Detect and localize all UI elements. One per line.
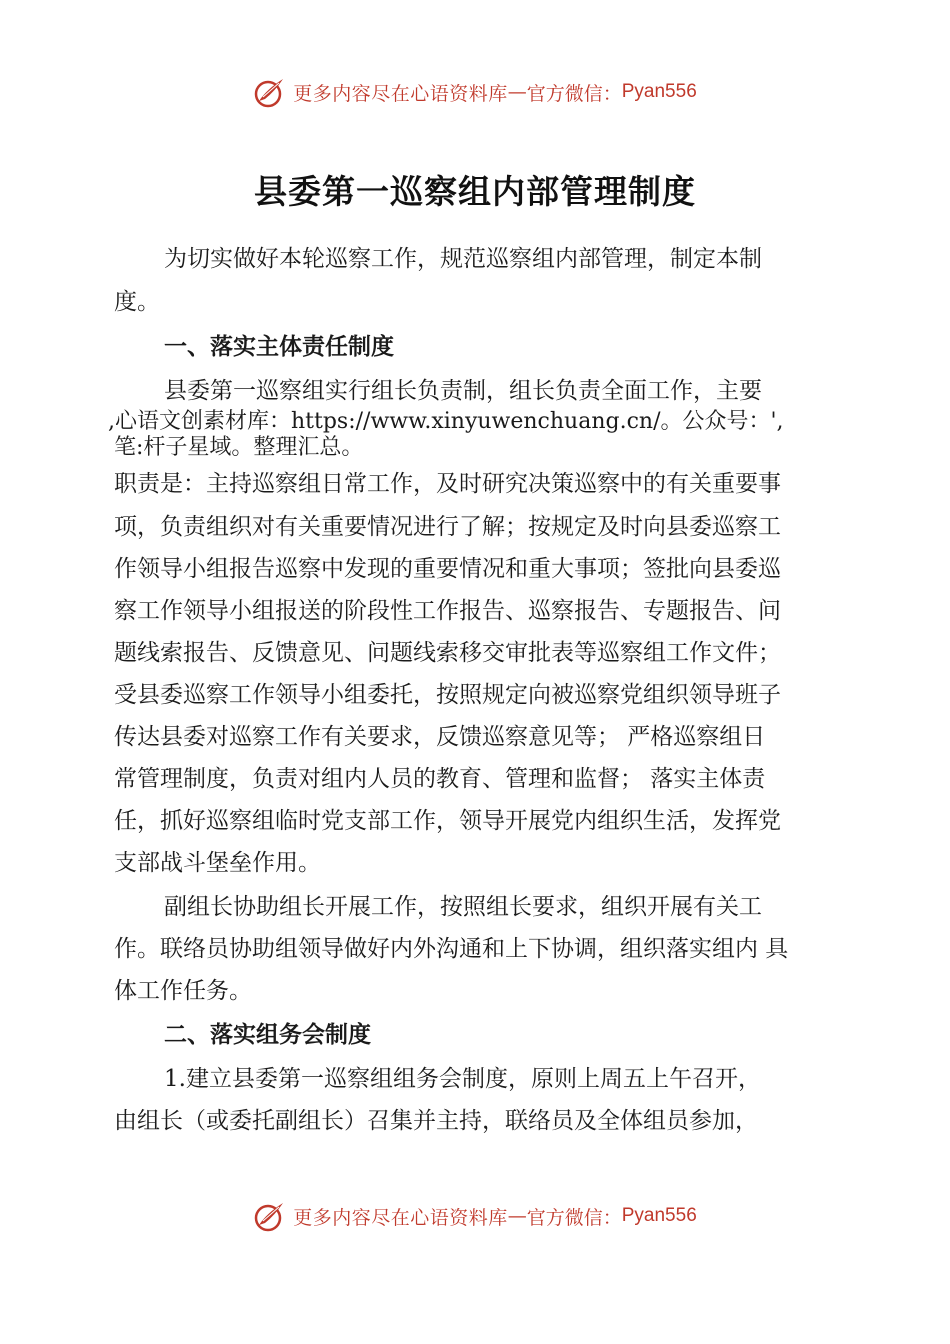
section-heading: 二、落实组务会制度 <box>164 1022 371 1048</box>
quill-logo-icon <box>253 75 287 109</box>
paragraph-line: 项，负责组织对有关重要情况进行了解；按规定及时向县委巡察工 <box>114 514 781 540</box>
paragraph-line: 常管理制度，负责对组内人员的教育、管理和监督； 落实主体责 <box>114 766 766 792</box>
paragraph-line: 作领导小组报告巡察中发现的重要情况和重大事项；签批向县委巡 <box>114 556 781 582</box>
banner-separator: — <box>507 1205 527 1227</box>
paragraph-line: 副组长协助组长开展工作，按照组长要求，组织开展有关工 <box>164 894 762 920</box>
paragraph-line: 县委第一巡察组实行组长负责制，组长负责全面工作，主要 <box>164 378 762 404</box>
paragraph-line: 支部战斗堡垒作用。 <box>114 850 321 876</box>
paragraph-line: 任，抓好巡察组临时党支部工作，领导开展党内组织生活，发挥党 <box>114 808 781 834</box>
banner-wechat-label: 官方微信： <box>526 82 622 105</box>
banner-wechat-id: Pyan556 <box>621 81 697 102</box>
paragraph-line: 由组长（或委托副组长）召集并主持，联络员及全体组员参加， <box>114 1108 758 1134</box>
paragraph-line: 1.建立县委第一巡察组组务会制度，原则上周五上午召开， <box>164 1066 761 1092</box>
paragraph-line: 作。联络员协助组领导做好内外沟通和上下协调，组织落实组内 具 <box>114 936 789 962</box>
banner-wechat-id: Pyan556 <box>621 1205 697 1226</box>
paragraph-line: 察工作领导小组报送的阶段性工作报告、巡察报告、专题报告、问 <box>114 598 781 624</box>
header-banner <box>0 72 950 112</box>
section-heading: 一、落实主体责任制度 <box>164 334 394 360</box>
paragraph-line: 传达县委对巡察工作有关要求，反馈巡察意见等； 严格巡察组日 <box>114 724 766 750</box>
banner-separator: — <box>507 81 527 103</box>
banner-site-text: 更多内容尽在心语资料库 <box>293 82 508 105</box>
footer-banner <box>0 1196 950 1236</box>
banner-wechat-label: 官方微信： <box>526 1206 622 1229</box>
watermark-note-line: ,心语文创素材库：https://www.xinyuwenchuang.cn/。公众号：', <box>108 409 784 434</box>
paragraph-line: 体工作任务。 <box>114 978 252 1004</box>
paragraph-line: 度。 <box>114 289 160 315</box>
paragraph-line: 为切实做好本轮巡察工作，规范巡察组内部管理，制定本制 <box>164 246 762 272</box>
banner-site-text: 更多内容尽在心语资料库 <box>293 1206 508 1229</box>
quill-logo-icon <box>253 1199 287 1233</box>
paragraph-line: 受县委巡察工作领导小组委托，按照规定向被巡察党组织领导班子 <box>114 682 781 708</box>
document-title: 县委第一巡察组内部管理制度 <box>254 172 696 211</box>
paragraph-line: 职责是：主持巡察组日常工作，及时研究决策巡察中的有关重要事 <box>114 471 781 497</box>
watermark-note-line: 笔:杆子星域。整理汇总。 <box>114 435 364 460</box>
paragraph-line: 题线索报告、反馈意见、问题线索移交审批表等巡察组工作文件； <box>114 640 781 666</box>
